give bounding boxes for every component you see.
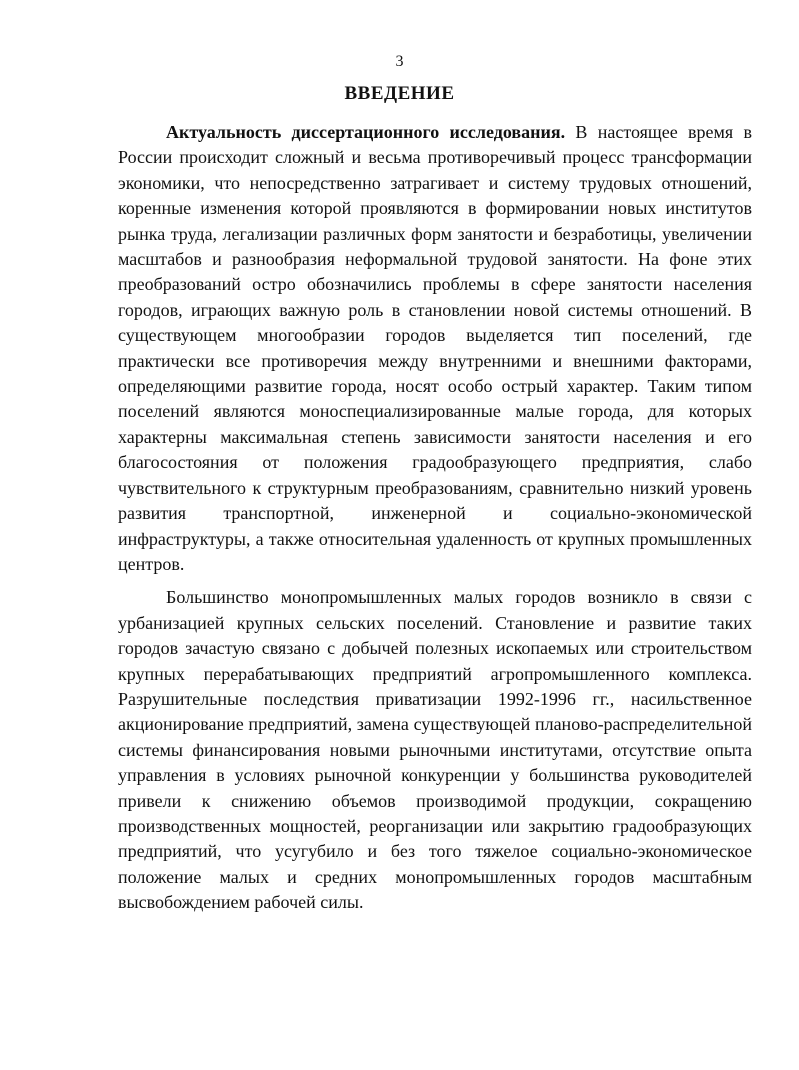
- paragraph-text: В настоящее время в России происходит сложный и весьма противоречивый процесс трансформации экономики, что непосредственно затрагивает и систему трудовых отношений, коренные изменения которой проявляются в формировании новых институтов рынка труда, легализации различных форм занятости и безработицы, увеличении масштабов и разнообразия неформальной трудовой занятости. На фоне этих преобразований остро обозначились проблемы в сфере занятости населения городов, играющих важную роль в становлении новой системы отношений. В существующем многообразии городов выделяется тип поселений, где практически все противоречия между внутренними и внешними факторами, определяющими развитие города, носят особо острый характер. Таким типом поселений являются моноспециализированные малые города, для которых характерны максимальная степень зависимости занятости населения и его благосостояния от положения градообразующего предприятия, слабо чувствительного к структурным преобразованиям, сравнительно низкий уровень развития транспортной, инженерной и социально-экономической инфраструктуры, а также относительная удаленность от крупных промышленных центров.: [118, 122, 752, 574]
- paragraph-monotowns: Большинство монопромышленных малых городов возникло в связи с урбанизацией крупных сельских поселений. Становление и развитие таких городов зачастую связано с добычей полезных ископаемых или строительством крупных перерабатывающих предприятий агропромышленного комплекса. Разрушительные последствия приватизации 1992-1996 гг., насильственное акционирование предприятий, замена существующей планово-распределительной системы финансирования новыми рыночными институтами, отсутствие опыта управления в условиях рыночной конкуренции у большинства руководителей привели к снижению объемов производимой продукции, сокращению производственных мощностей, реорганизации или закрытию градообразующих предприятий, что усугубило и без того тяжелое социально-экономическое положение малых и средних монопромышленных городов масштабным высвобождением рабочей силы.: [118, 587, 752, 913]
- section-title: ВВЕДЕНИЕ: [344, 83, 455, 104]
- paragraph-relevance: [118, 120, 752, 577]
- paragraph-lead: Актуальность диссертационного исследования.: [166, 122, 566, 142]
- page-number: 3: [395, 53, 404, 70]
- body-text: [118, 120, 752, 916]
